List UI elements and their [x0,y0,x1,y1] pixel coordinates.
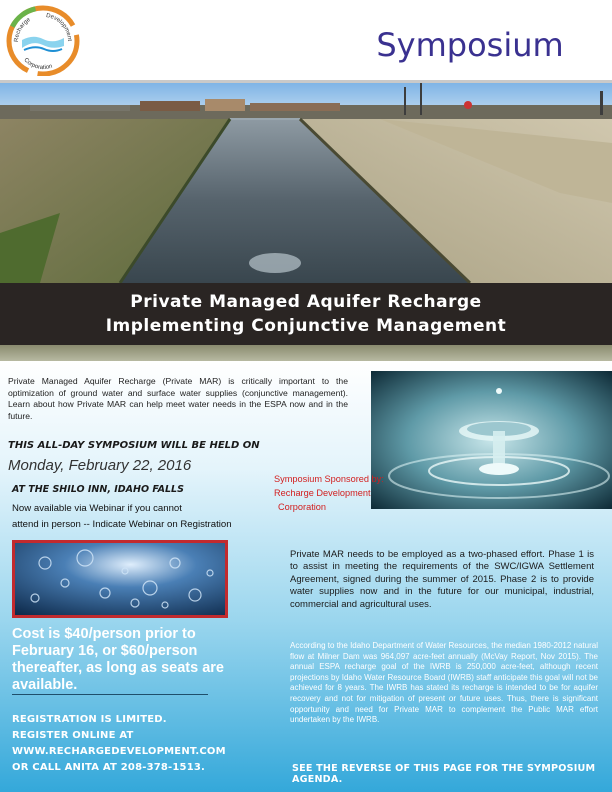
sponsor-line-1: Symposium Sponsored by: [274,474,384,484]
webinar-note-line-1: Now available via Webinar if you cannot [12,503,182,514]
sponsor-line-2: Recharge Development [274,488,371,498]
water-drop-photo [371,371,612,509]
ground-strip [0,345,612,361]
intro-paragraph: Private Managed Aquifer Recharge (Private MAR) is critically important to the optimization of ground water and surface water supplies (conjunctive management). Learn about how Private MAR can help meet water needs in the ESPA now and in the future. [8,376,348,421]
logo-text-bottom: Corporation [22,57,54,72]
registration-url[interactable]: WWW.RECHARGEDEVELOPMENT.COM [12,746,226,757]
phases-paragraph: Private MAR needs to be employed as a two-phased effort. Phase 1 is to assist in meeting the requirements of the SWC/IGWA Settlement Agreement, signed during the summer of 2015. Phase 2 is to provide water supplies now and in the future for our municipal, industrial, commercial and agricultural uses. [290,549,594,610]
reverse-page-note: SEE THE REVERSE OF THIS PAGE FOR THE SYMPOSIUM AGENDA. [292,763,596,785]
banner-line-1: Private Managed Aquifer Recharge [130,292,482,312]
registration-phone: OR CALL ANITA AT 208-378-1513. [12,762,206,773]
bubbles-photo [12,540,228,618]
registration-line-1: REGISTRATION IS LIMITED. [12,714,167,725]
cost-divider [12,694,208,695]
logo-text-top: Recharge [13,16,32,43]
page-title: Symposium [376,26,564,64]
title-banner [0,283,612,345]
canal-photo [0,83,612,283]
recharge-logo-icon [6,4,80,76]
logo-text-right: Development [45,12,73,42]
cost-text: Cost is $40/person prior to February 16, or $60/person thereafter, as long as seats are available. [12,626,224,693]
registration-line-2: REGISTER ONLINE AT [12,730,134,741]
logo [6,4,80,76]
sponsor-line-3: Corporation [278,502,327,512]
event-date: Monday, February 22, 2016 [8,457,192,474]
webinar-note-line-2: attend in person -- Indicate Webinar on Registration [12,519,232,530]
idwr-paragraph: According to the Idaho Department of Water Resources, the median 1980-2012 natural flow at Milner Dam was 964,097 acre-feet annually (McVay Report, Nov 2015). The annual ESPA recharge goal of the IWRB is 250,000 acre-feet, although recent projections by Idaho Water Resource Board (IWRB) staff anticipate this goal will not be achieved for 8 years. The IWRB has stated its recharge is intended to be for aquifer recovery and not for mitigation of present or future uses. Thus, there is significant opportunity and need for Private MAR to complement the Public MAR effort undertaken by the IWRB. [290,641,598,725]
sponsor-block [274,472,384,514]
registration-block [12,712,282,776]
banner-line-2: Implementing Conjunctive Management [105,316,507,336]
event-heading: THIS ALL-DAY SYMPOSIUM WILL BE HELD ON [8,440,260,451]
event-location: AT THE SHILO INN, IDAHO FALLS [12,484,184,495]
